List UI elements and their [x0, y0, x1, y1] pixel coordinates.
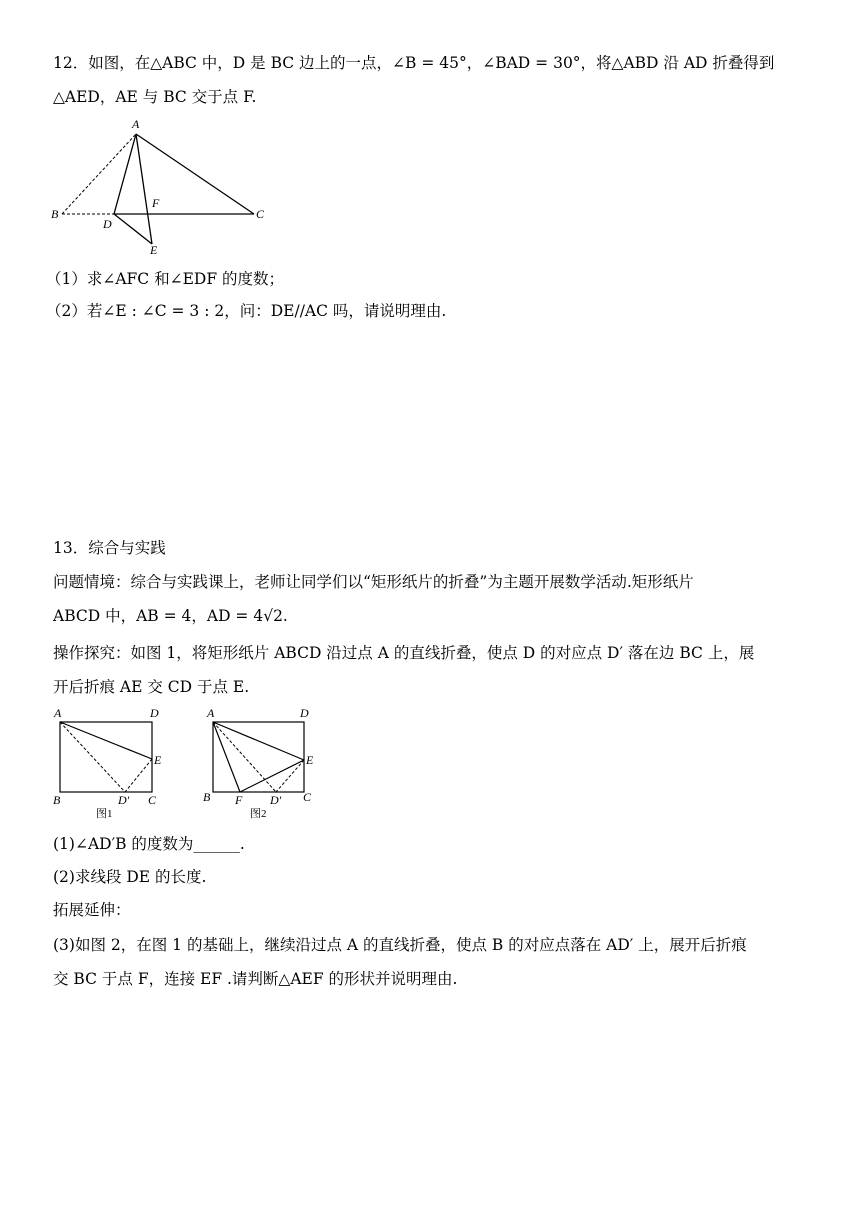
fig1-label-E: E	[154, 753, 162, 767]
q12-figure	[48, 114, 278, 256]
q12-line2: △AED，AE 与 BC 交于点 F.	[53, 88, 257, 106]
fig1-rectangle	[60, 722, 152, 792]
fig2-label-C: C	[303, 790, 312, 804]
fig2-dashed-ED-prime	[276, 760, 304, 792]
q13-situation-line2: ABCD 中，AB = 4，AD = 4√2.	[53, 607, 288, 625]
fig2-caption: 图2	[250, 808, 267, 820]
fig1-label-B: B	[53, 793, 61, 807]
fig2-dashed-AD-prime	[213, 722, 276, 792]
q12-part1: （1）求∠AFC 和∠EDF 的度数；	[46, 270, 284, 288]
fig1-label-D: D	[150, 706, 159, 720]
fig2-fold-AF	[213, 722, 240, 792]
q12-label-D: D	[103, 217, 112, 231]
q13-part1: (1)∠AD′B 的度数为______.	[53, 835, 245, 853]
fig2-label-B: B	[203, 790, 211, 804]
q12-label-B: B	[51, 207, 59, 221]
q12-label-A: A	[132, 117, 140, 131]
fig1-fold-AE	[60, 722, 152, 759]
q12-label-C: C	[256, 207, 265, 221]
q13-figure-1	[48, 704, 178, 822]
fig2-label-F: F	[235, 793, 243, 807]
fig2-label-D: D	[300, 706, 309, 720]
q12-line1: 12．如图，在△ABC 中，D 是 BC 边上的一点，∠B = 45°，∠BAD = 30°，将△ABD 沿 AD 折叠得到	[53, 54, 775, 72]
q13-title: 13．综合与实践	[53, 539, 166, 557]
q13-figure-2	[200, 704, 330, 822]
q13-part2: (2)求线段 DE 的长度.	[53, 868, 207, 886]
q12-part2: （2）若∠E : ∠C = 3 : 2，问：DE//AC 吗，请说明理由.	[46, 302, 447, 320]
q13-explore-line1: 操作探究：如图 1，将矩形纸片 ABCD 沿过点 A 的直线折叠，使点 D 的对应点 D′ 落在边 BC 上，展	[53, 644, 755, 662]
fig1-label-C: C	[148, 793, 157, 807]
q13-situation-line1: 问题情境：综合与实践课上，老师让同学们以“矩形纸片的折叠”为主题开展数学活动.矩形纸片	[53, 573, 694, 591]
q13-part3-line1: (3)如图 2，在图 1 的基础上，继续沿过点 A 的直线折叠，使点 B 的对应点落在 AD′ 上，展开后折痕	[53, 936, 747, 954]
q12-line-AE	[136, 134, 152, 244]
fig2-fold-AE	[213, 722, 304, 760]
fig2-label-E: E	[306, 753, 314, 767]
fig1-dashed-AD-prime	[60, 722, 125, 792]
q13-explore-line2: 开后折痕 AE 交 CD 于点 E.	[53, 678, 250, 696]
fig2-label-D-prime: D′	[270, 793, 282, 807]
q12-label-F: F	[152, 196, 160, 210]
fig1-label-A: A	[54, 706, 62, 720]
fig1-dashed-ED-prime	[125, 759, 152, 792]
fig2-label-A: A	[207, 706, 215, 720]
q13-extend-heading: 拓展延伸：	[53, 901, 131, 919]
fig1-label-D-prime: D′	[118, 793, 130, 807]
q12-label-E: E	[150, 243, 158, 256]
q13-part3-line2: 交 BC 于点 F，连接 EF .请判断△AEF 的形状并说明理由.	[53, 970, 458, 988]
q12-line-DE	[114, 214, 152, 244]
fig1-caption: 图1	[96, 808, 113, 820]
